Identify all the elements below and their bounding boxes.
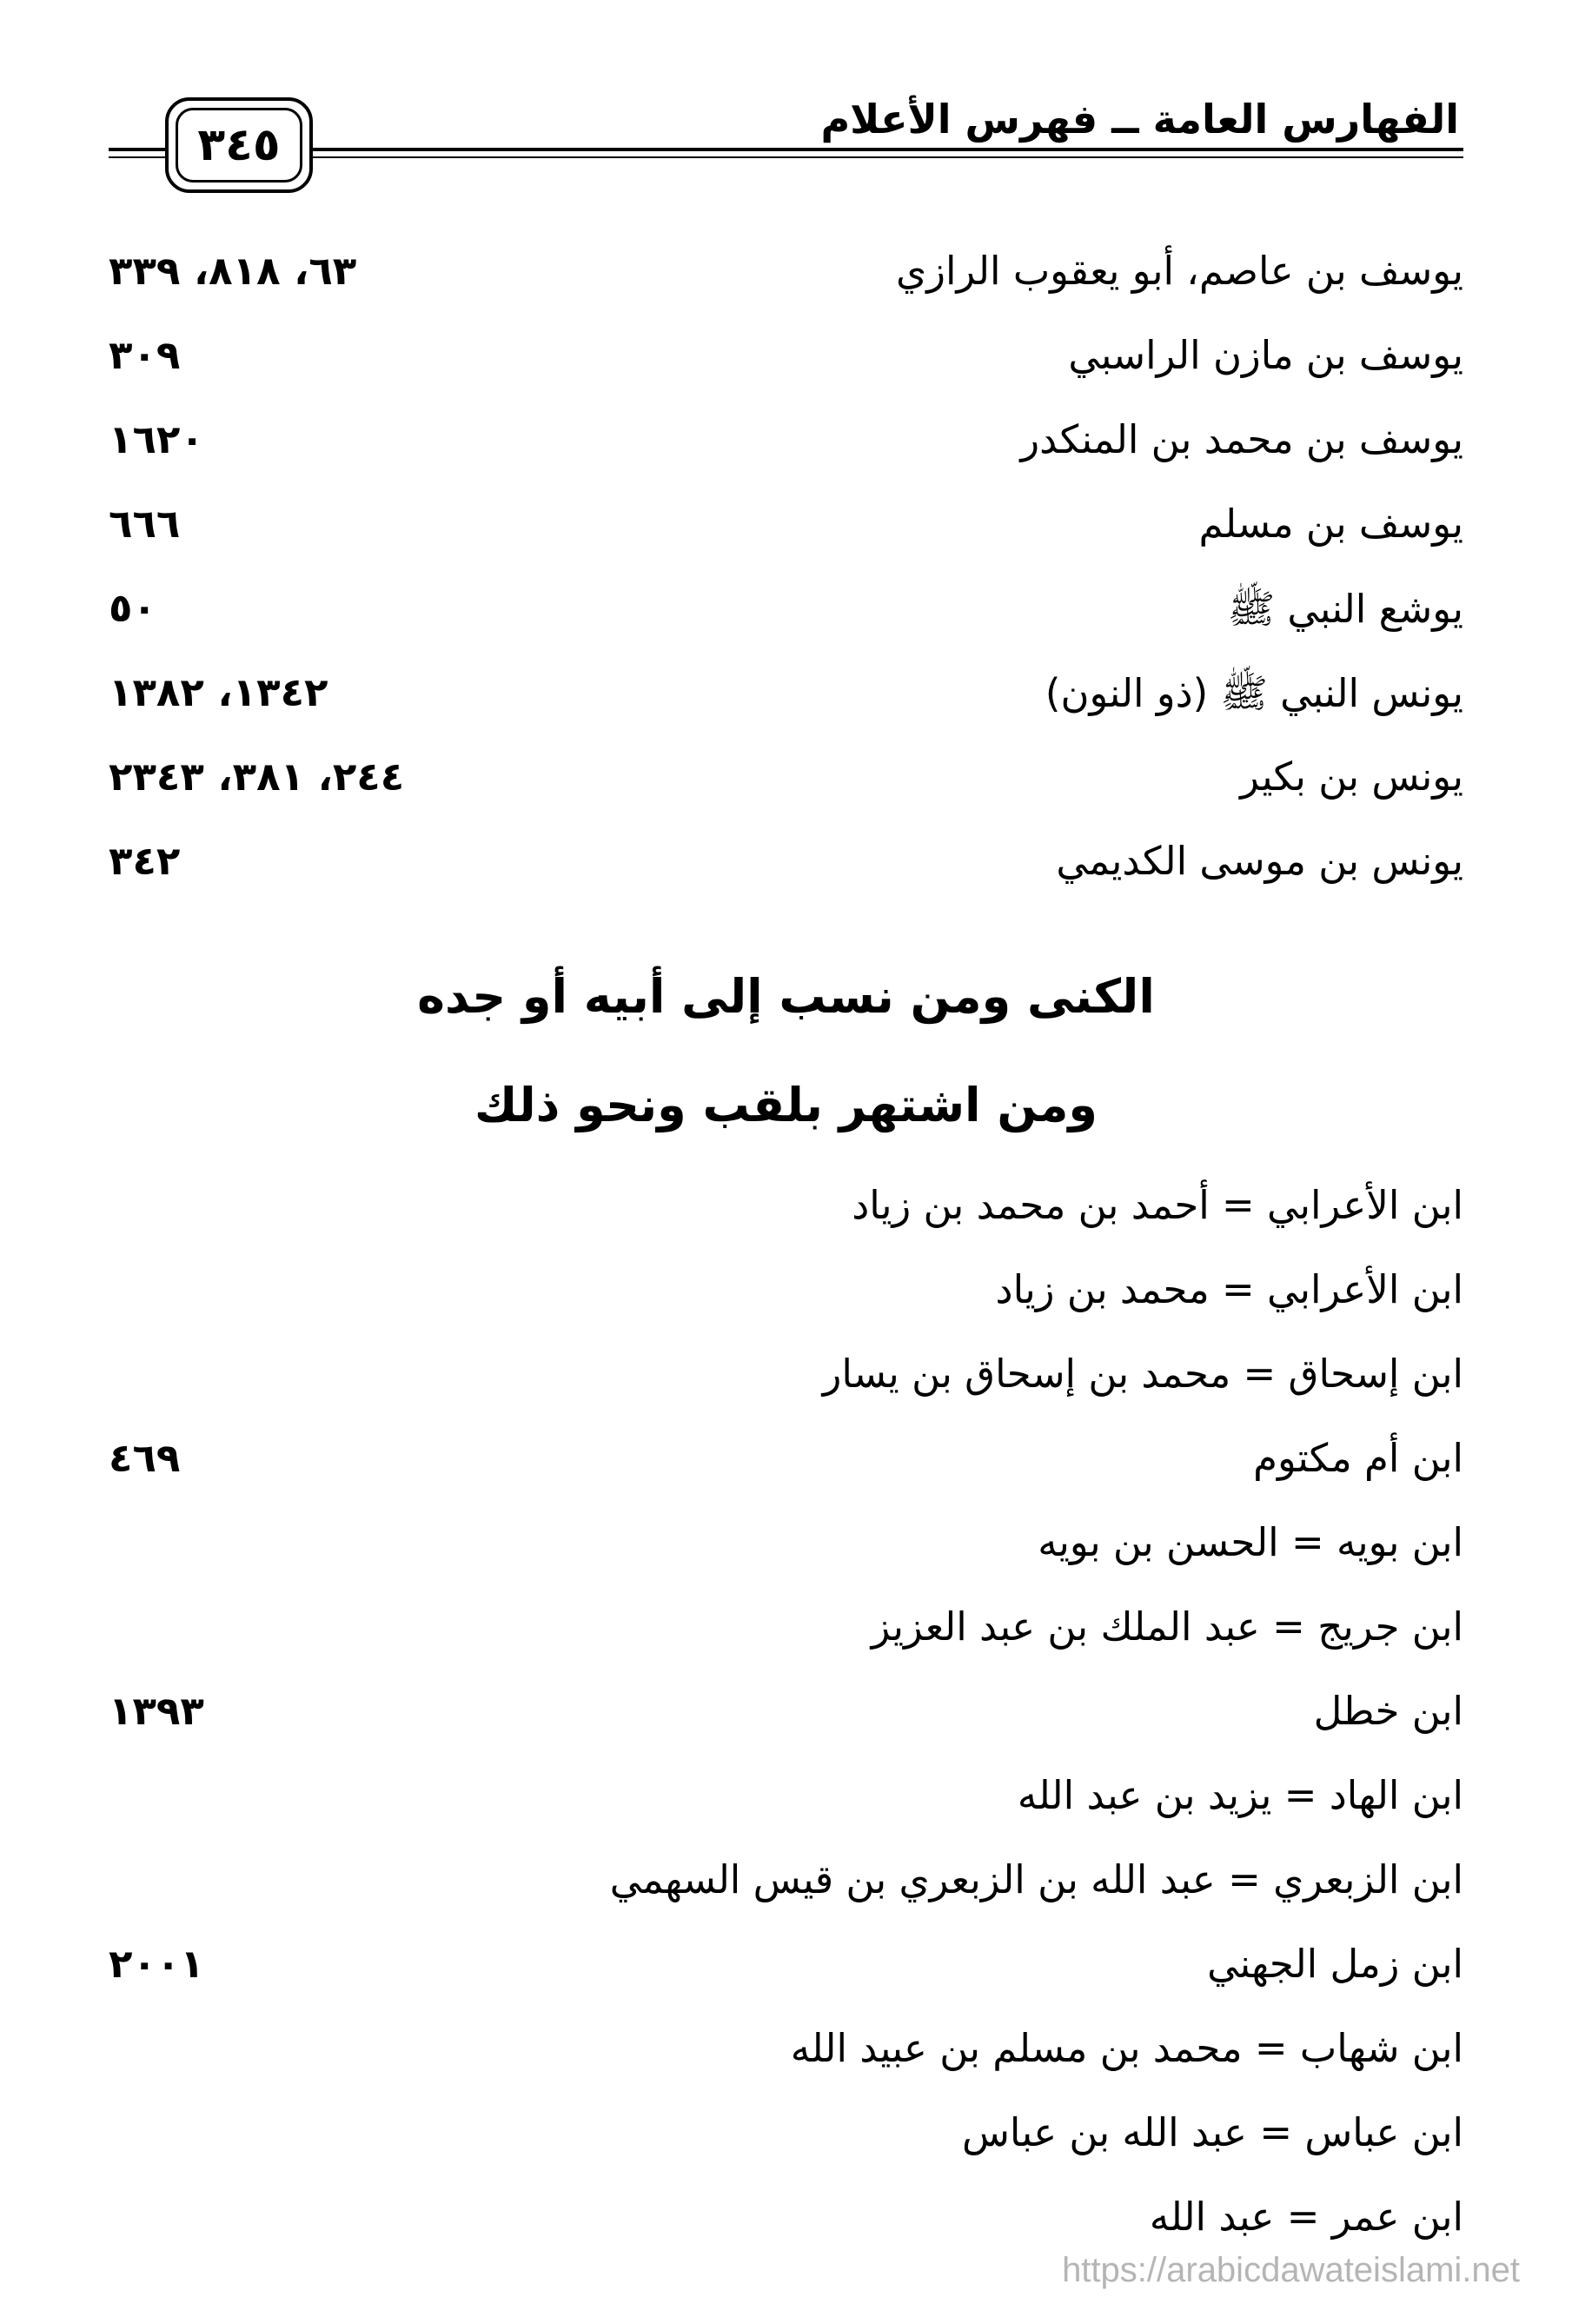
entry-name: ابن الزبعري = عبد الله بن الزبعري بن قيس السهمي [609,1856,1463,1902]
entry-name: ابن زمل الجهني [1207,1941,1463,1987]
entry-pages: ٦٦٦ [109,501,181,547]
entry-name: يوسف بن عاصم، أبو يعقوب الرازي [896,248,1463,294]
index-entry [109,1772,1463,1842]
index-entry [109,332,1463,402]
index-entry [109,2109,1463,2179]
entry-name: ابن بويه = الحسن بن بويه [1038,1519,1463,1565]
index-entry [109,1182,1463,1252]
index-entry [109,838,1463,907]
index-entry [109,754,1463,823]
index-entry [109,416,1463,486]
index-entry [109,2025,1463,2095]
index-entry [109,1688,1463,1757]
entry-name: ابن جريج = عبد الملك بن عبد العزيز [871,1604,1463,1650]
section-heading-line-1: الكنى ومن نسب إلى أبيه أو جده [417,969,1155,1024]
entry-pages: ٣٠٩ [109,332,181,378]
index-entry [109,1519,1463,1589]
index-entry [109,669,1463,739]
source-watermark: https://arabicdawateislami.net [1062,2251,1520,2289]
entry-pages: ٤٦٩ [109,1435,181,1481]
index-entry [109,585,1463,654]
entry-name: يوسف بن مسلم [1198,501,1463,547]
entry-name: ابن الأعرابي = محمد بن زياد [995,1266,1463,1312]
entry-name: يوسف بن محمد بن المنكدر [1020,416,1463,462]
entry-name: ابن الأعرابي = أحمد بن محمد بن زياد [852,1182,1463,1228]
index-entry [109,1266,1463,1336]
index-entry [109,1351,1463,1420]
entry-pages: ٢٤٤، ٣٨١، ٢٣٤٣ [109,754,405,800]
index-entry [109,1941,1463,2010]
entry-pages: ١٦٢٠ [109,416,204,462]
entry-name: ابن عباس = عبد الله بن عباس [961,2109,1463,2155]
entry-name: ابن أم مكتوم [1253,1435,1463,1481]
page-number-frame [165,97,313,193]
entry-pages: ٦٣، ٨١٨، ٣٣٩ [109,248,357,294]
entry-name: ابن شهاب = محمد بن مسلم بن عبيد الله [790,2025,1463,2071]
entry-pages: ٥٠ [109,585,156,631]
index-entry [109,1435,1463,1504]
entry-name: ابن عمر = عبد الله [1149,2194,1463,2240]
entry-pages: ١٣٩٣ [109,1688,204,1734]
index-entry [109,501,1463,570]
entry-name: يونس بن موسى الكديمي [1056,838,1463,884]
index-entry [109,1856,1463,1926]
entry-name: يونس النبي ﷺ (ذو النون) [1045,670,1463,716]
entry-name: يونس بن بكير [1240,754,1463,800]
entry-pages: ٣٤٢ [109,838,181,884]
index-entry [109,1604,1463,1673]
entry-name: يوشع النبي ﷺ [1227,586,1463,632]
index-entry [109,248,1463,317]
running-header-title: الفهارس العامة ــ فهرس الأعلام [820,96,1459,143]
entry-name: ابن خطل [1313,1688,1463,1734]
entry-name: يوسف بن مازن الراسبي [1068,332,1463,378]
entry-name: ابن الهاد = يزيد بن عبد الله [1017,1772,1463,1818]
entry-name: ابن إسحاق = محمد بن إسحاق بن يسار [822,1351,1463,1397]
section-heading-line-2: ومن اشتهر بلقب ونحو ذلك [474,1078,1098,1132]
page-number: ٣٤٥ [176,108,302,183]
entry-pages: ١٣٤٢، ١٣٨٢ [109,669,328,715]
entry-pages: ٢٠٠١ [109,1941,204,1987]
